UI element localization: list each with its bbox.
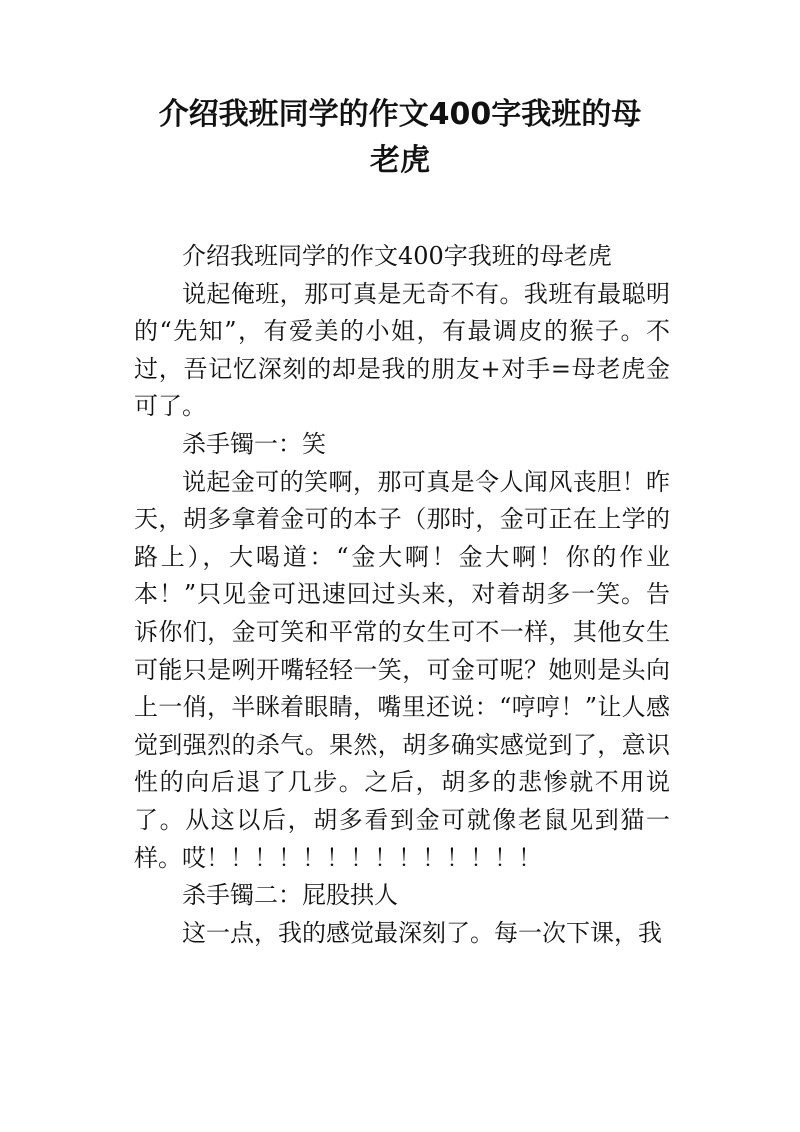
paragraph-intro: 说起俺班，那可真是无奇不有。我班有最聪明的“先知”，有爱美的小姐，有最调皮的猴子。不过，吾记忆深刻的却是我的朋友+对手=母老虎金可了。 [134, 279, 670, 421]
document-title [110, 92, 690, 184]
document-body [134, 238, 670, 952]
title-line-1: 介绍我班同学的作文400字我班的母 [158, 97, 642, 132]
paragraph-smile: 说起金可的笑啊，那可真是令人闻风丧胆！昨天，胡多拿着金可的本子（那时，金可正在上学的路上），大喝道：“金大啊！金大啊！你的作业本！”只见金可迅速回过头来，对着胡多一笑。告诉你们，金可笑和平常的女生可不一样，其他女生可能只是咧开嘴轻轻一笑，可金可呢？她则是头向上一俏，半眯着眼睛，嘴里还说：“哼哼！”让人感觉到强烈的杀气。果然，胡多确实感觉到了，意识性的向后退了几步。之后，胡多的悲惨就不用说了。从这以后，胡多看到金可就像老鼠见到猫一样。哎！！！！！！！！！！！！！！ [134, 467, 670, 872]
title-line-2: 老虎 [370, 143, 430, 178]
section-heading-1: 杀手镯一：笑 [182, 429, 326, 458]
paragraph-subtitle: 介绍我班同学的作文400字我班的母老虎 [182, 242, 612, 270]
section-heading-2: 杀手镯二：屁股拱人 [182, 881, 398, 910]
paragraph-continued: 这一点，我的感觉最深刻了。每一次下课，我 [182, 918, 662, 947]
